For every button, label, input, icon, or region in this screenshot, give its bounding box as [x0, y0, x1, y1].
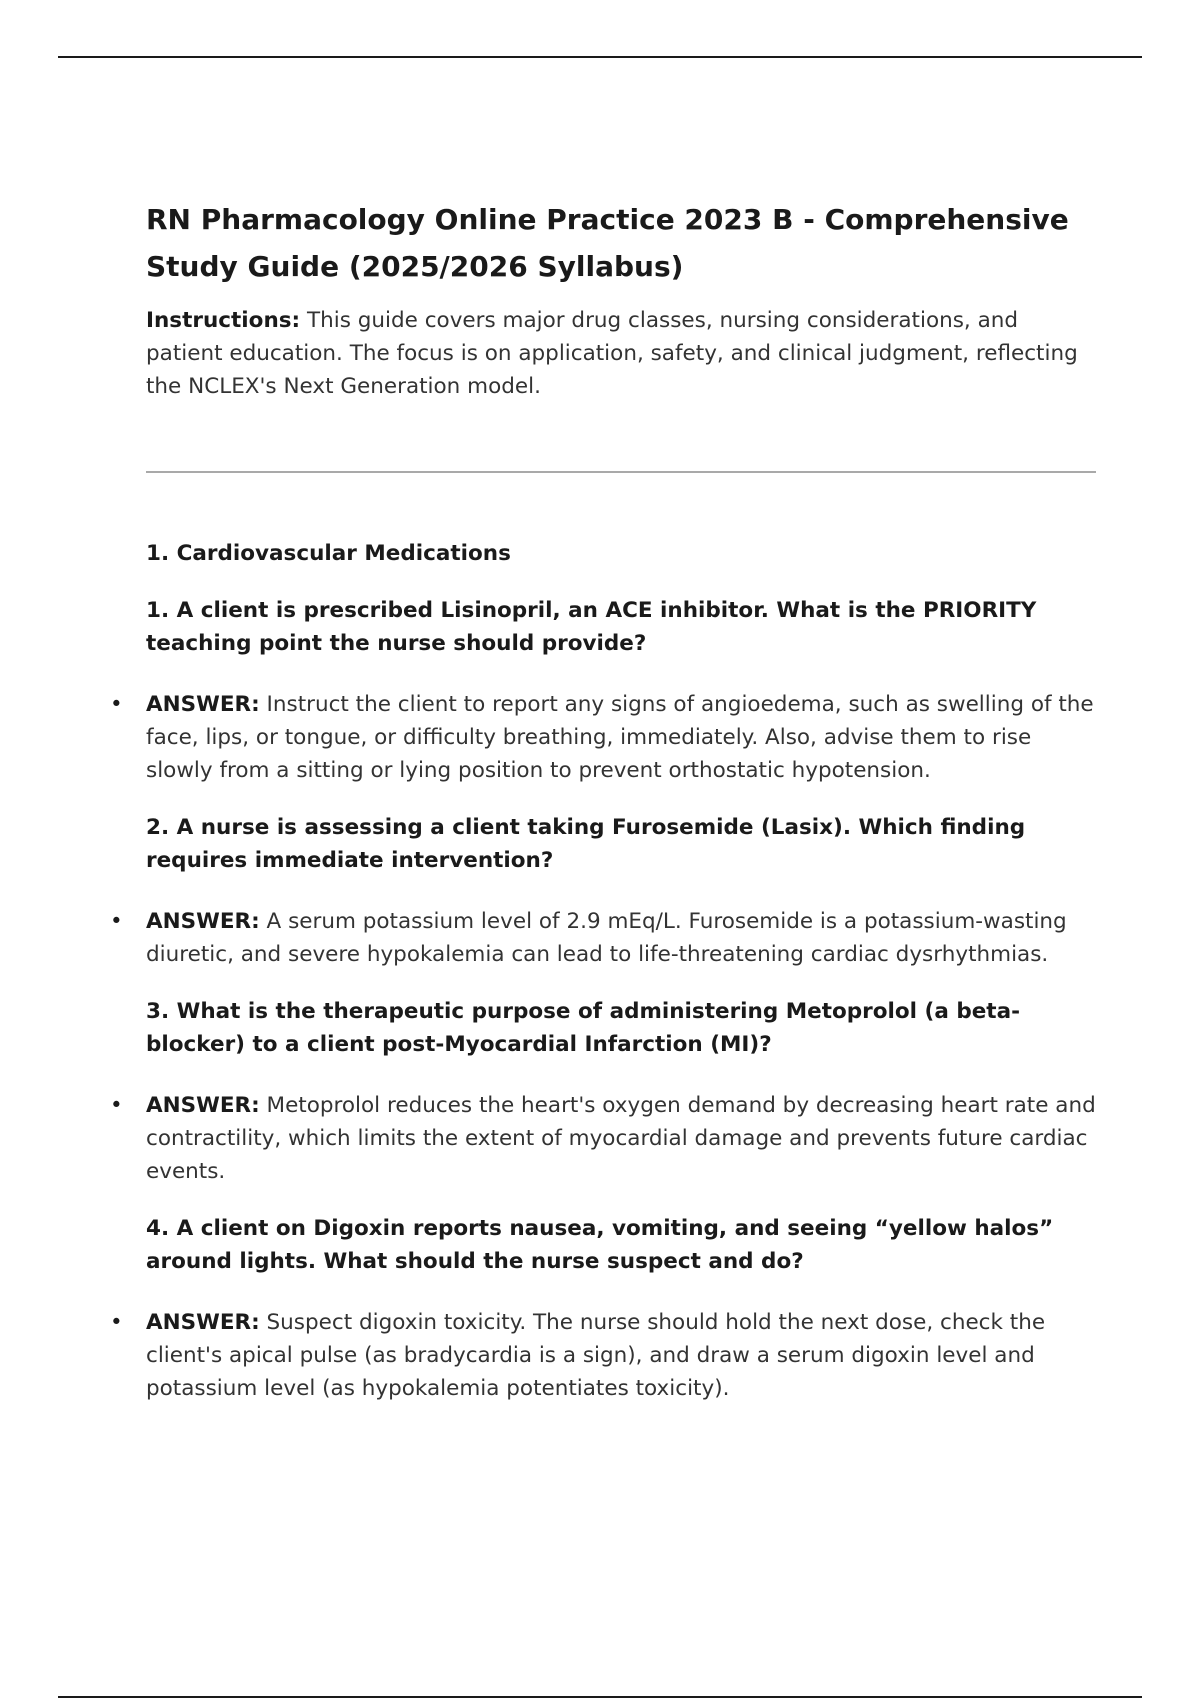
section-heading: 1. Cardiovascular Medications: [146, 541, 511, 566]
instructions-paragraph: [146, 304, 1096, 403]
question-text: 4. A client on Digoxin reports nausea, vomiting, and seeing “yellow halos” around lights. What should the nurse suspect and do?: [146, 1216, 1054, 1274]
answer-list: [110, 905, 1096, 971]
answer-label: ANSWER:: [146, 909, 260, 934]
answer-item: [110, 1089, 1096, 1188]
bullet-icon: •: [110, 1093, 123, 1118]
question-block-2: [110, 811, 1096, 971]
instructions-label: Instructions:: [146, 308, 301, 333]
document-body: [110, 196, 1096, 1405]
answer-label: ANSWER:: [146, 1093, 260, 1118]
instructions-text: This guide covers major drug classes, nursing considerations, and patient education. The focus is on application, safety, and clinical judgment, reflecting the NCLEX's Next Generation model.: [146, 308, 1078, 399]
question-text: 3. What is the therapeutic purpose of administering Metoprolol (a beta-blocker) to a client post-Myocardial Infarction (MI)?: [146, 999, 1021, 1057]
answer-text: A serum potassium level of 2.9 mEq/L. Furosemide is a potassium-wasting diuretic, and severe hypokalemia can lead to life-threatening cardiac dysrhythmias.: [146, 909, 1067, 967]
answer-item: [110, 905, 1096, 971]
answer-list: [110, 688, 1096, 787]
answer-text: Instruct the client to report any signs of angioedema, such as swelling of the face, lips, or tongue, or difficulty breathing, immediately. Also, advise them to rise slowly from a sitting or lying position to prevent orthostatic hypotension.: [146, 692, 1094, 783]
question-block-4: [110, 1212, 1096, 1405]
answer-item: [110, 688, 1096, 787]
answer-text: Metoprolol reduces the heart's oxygen demand by decreasing heart rate and contractility, which limits the extent of myocardial damage and prevents future cardiac events.: [146, 1093, 1096, 1184]
answer-list: [110, 1306, 1096, 1405]
answer-label: ANSWER:: [146, 1310, 260, 1335]
question-text: 2. A nurse is assessing a client taking Furosemide (Lasix). Which finding requires immediate intervention?: [146, 815, 1026, 873]
bullet-icon: •: [110, 909, 123, 934]
page-bottom-rule: [58, 1696, 1142, 1698]
answer-item: [110, 1306, 1096, 1405]
answer-list: [110, 1089, 1096, 1188]
document-title: RN Pharmacology Online Practice 2023 B - Comprehensive Study Guide (2025/2026 Syllabus): [146, 203, 1069, 283]
bullet-icon: •: [110, 1310, 123, 1335]
answer-label: ANSWER:: [146, 692, 260, 717]
question-text: 1. A client is prescribed Lisinopril, an ACE inhibitor. What is the PRIORITY teaching point the nurse should provide?: [146, 598, 1037, 656]
question-block-3: [110, 995, 1096, 1188]
section-divider: [146, 471, 1096, 473]
question-block-1: [110, 594, 1096, 787]
bullet-icon: •: [110, 692, 123, 717]
page-top-rule: [58, 56, 1142, 58]
answer-text: Suspect digoxin toxicity. The nurse should hold the next dose, check the client's apical pulse (as bradycardia is a sign), and draw a serum digoxin level and potassium level (as hypokalemia potentiates toxicity).: [146, 1310, 1046, 1401]
